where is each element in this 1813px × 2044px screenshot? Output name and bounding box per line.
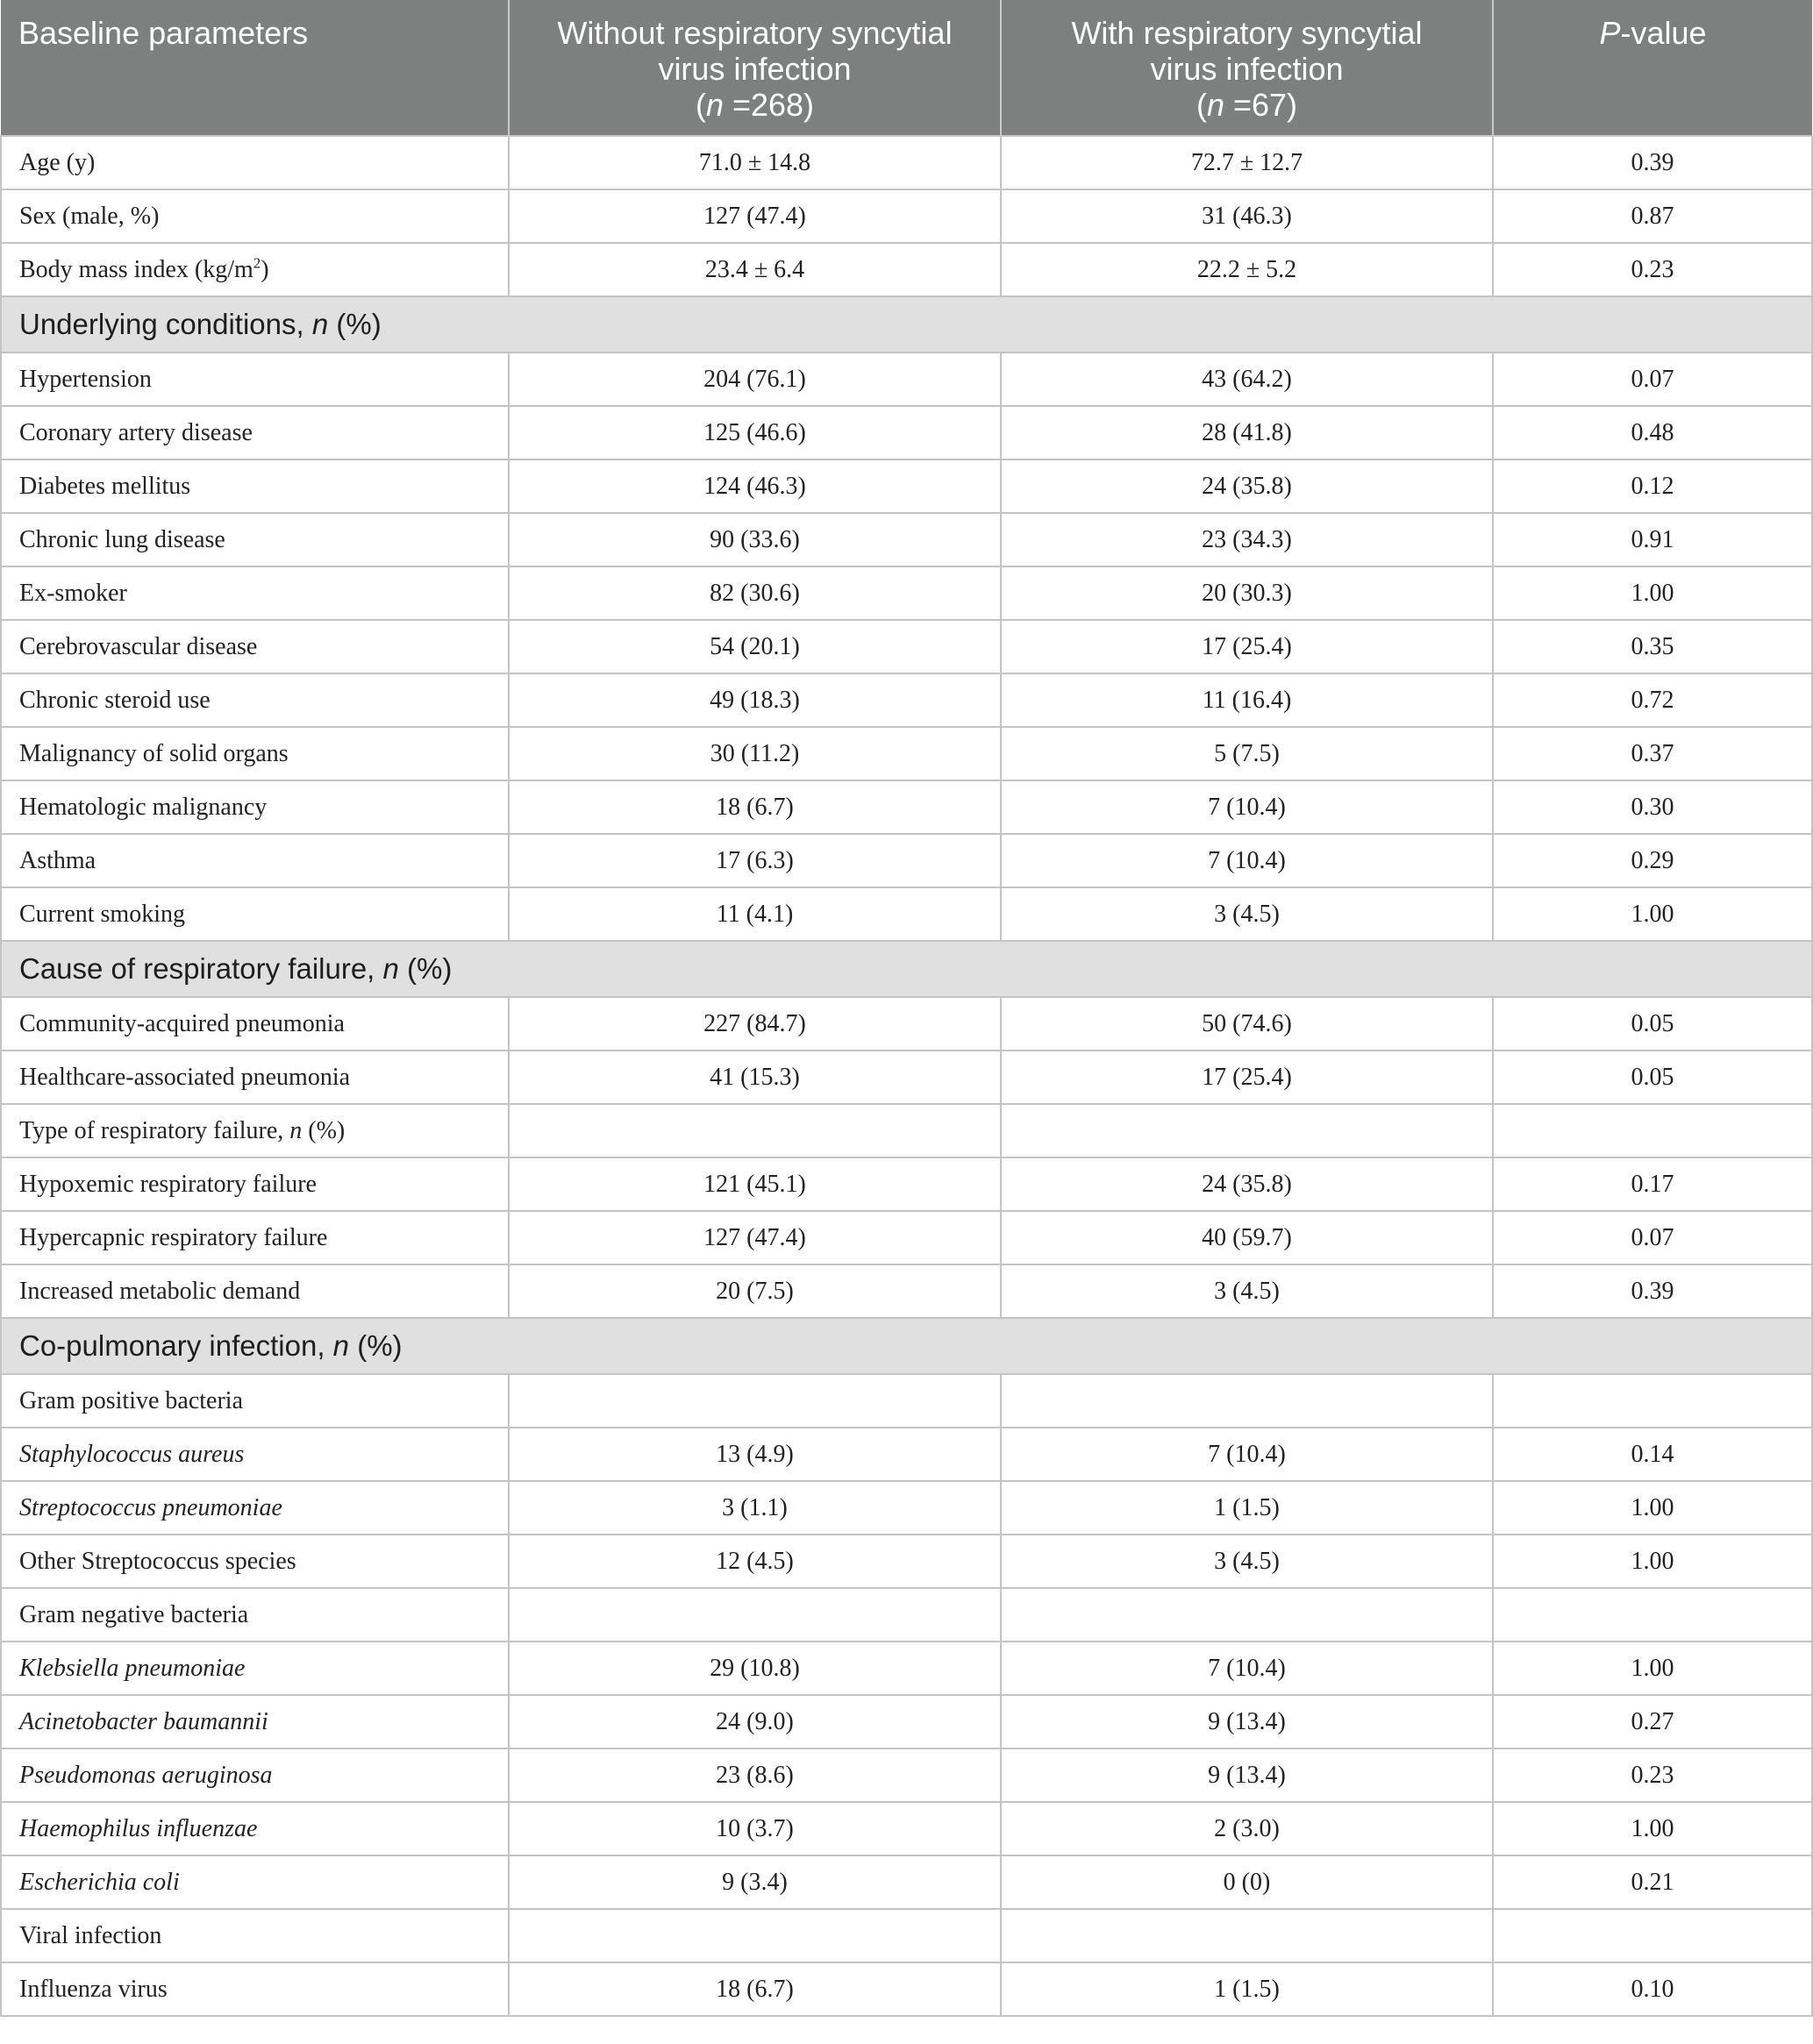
cell-without-rsv: 18 (6.7) (509, 1962, 1001, 2016)
cell-with-rsv: 72.7 ± 12.7 (1001, 136, 1493, 189)
cell-with-rsv: 3 (4.5) (1001, 1535, 1493, 1588)
cell-with-rsv: 11 (16.4) (1001, 673, 1493, 727)
table-row (1, 997, 1812, 1050)
cell-p-value: 0.91 (1493, 513, 1812, 566)
cell-with-rsv: 3 (4.5) (1001, 887, 1493, 941)
table-row (1, 1535, 1812, 1588)
cell-without-rsv: 9 (3.4) (509, 1855, 1001, 1909)
row-label: Cerebrovascular disease (1, 620, 509, 673)
cell-p-value: 0.23 (1493, 243, 1812, 296)
row-label: Chronic lung disease (1, 513, 509, 566)
table-row (1, 406, 1812, 459)
table-row (1, 189, 1812, 243)
cell-with-rsv: 24 (35.8) (1001, 1157, 1493, 1211)
cell-without-rsv: 90 (33.6) (509, 513, 1001, 566)
table-row (1, 1802, 1812, 1855)
header-p-value: P-value (1493, 0, 1812, 136)
table-row (1, 1428, 1812, 1481)
cell-without-rsv: 227 (84.7) (509, 997, 1001, 1050)
cell-p-value: 0.07 (1493, 1211, 1812, 1264)
row-label: Chronic steroid use (1, 673, 509, 727)
subgroup-row-type-of-respiratory-failure (1, 1104, 1812, 1157)
cell-without-rsv: 23 (8.6) (509, 1748, 1001, 1802)
cell-without-rsv: 20 (7.5) (509, 1264, 1001, 1318)
table-row (1, 1481, 1812, 1535)
row-label: Hematologic malignancy (1, 780, 509, 834)
cell-p-value: 0.30 (1493, 780, 1812, 834)
subgroup-label: Type of respiratory failure, n (%) (1, 1104, 509, 1157)
cell-p-value: 1.00 (1493, 1481, 1812, 1535)
row-label: Diabetes mellitus (1, 459, 509, 513)
section-header-underlying-conditions: Underlying conditions, n (%) (1, 296, 1812, 353)
row-label: Current smoking (1, 887, 509, 941)
cell-with-rsv: 17 (25.4) (1001, 1050, 1493, 1104)
cell-p-value: 0.72 (1493, 673, 1812, 727)
cell-with-rsv: 7 (10.4) (1001, 834, 1493, 887)
cell-without-rsv: 127 (47.4) (509, 189, 1001, 243)
table-row (1, 353, 1812, 406)
table-row (1, 1962, 1812, 2016)
cell-p-value: 0.37 (1493, 727, 1812, 780)
cell-with-rsv: 3 (4.5) (1001, 1264, 1493, 1318)
table-header-row (1, 0, 1812, 136)
cell-with-rsv: 31 (46.3) (1001, 189, 1493, 243)
table-row (1, 727, 1812, 780)
row-label: Staphylococcus aureus (1, 1428, 509, 1481)
row-label: Streptococcus pneumoniae (1, 1481, 509, 1535)
table-row (1, 1211, 1812, 1264)
table-row (1, 1695, 1812, 1748)
cell-with-rsv: 43 (64.2) (1001, 353, 1493, 406)
cell-p-value: 0.17 (1493, 1157, 1812, 1211)
cell-p-value: 1.00 (1493, 1535, 1812, 1588)
table-row (1, 1050, 1812, 1104)
row-label: Increased metabolic demand (1, 1264, 509, 1318)
subgroup-label: Viral infection (1, 1909, 509, 1962)
table-row (1, 136, 1812, 189)
table-row (1, 566, 1812, 620)
cell-without-rsv: 204 (76.1) (509, 353, 1001, 406)
cell-p-value: 0.87 (1493, 189, 1812, 243)
cell-p-value: 0.10 (1493, 1962, 1812, 2016)
cell-with-rsv: 2 (3.0) (1001, 1802, 1493, 1855)
cell-without-rsv: 11 (4.1) (509, 887, 1001, 941)
cell-without-rsv: 71.0 ± 14.8 (509, 136, 1001, 189)
cell-p-value: 0.14 (1493, 1428, 1812, 1481)
cell-with-rsv: 17 (25.4) (1001, 620, 1493, 673)
cell-p-value: 1.00 (1493, 566, 1812, 620)
table-row (1, 1642, 1812, 1695)
row-label: Asthma (1, 834, 509, 887)
row-label: Hypercapnic respiratory failure (1, 1211, 509, 1264)
cell-without-rsv: 127 (47.4) (509, 1211, 1001, 1264)
header-with-rsv: With respiratory syncytial virus infection (n =67) (1001, 0, 1493, 136)
row-label: Ex-smoker (1, 566, 509, 620)
table-row (1, 834, 1812, 887)
row-label: Escherichia coli (1, 1855, 509, 1909)
cell-without-rsv: 82 (30.6) (509, 566, 1001, 620)
row-label: Acinetobacter baumannii (1, 1695, 509, 1748)
cell-without-rsv: 124 (46.3) (509, 459, 1001, 513)
row-label: Hypertension (1, 353, 509, 406)
table-row (1, 459, 1812, 513)
cell-with-rsv: 9 (13.4) (1001, 1695, 1493, 1748)
row-label: Pseudomonas aeruginosa (1, 1748, 509, 1802)
cell-without-rsv: 17 (6.3) (509, 834, 1001, 887)
cell-without-rsv: 3 (1.1) (509, 1481, 1001, 1535)
cell-p-value: 1.00 (1493, 1642, 1812, 1695)
cell-p-value: 0.27 (1493, 1695, 1812, 1748)
cell-without-rsv: 49 (18.3) (509, 673, 1001, 727)
cell-without-rsv: 23.4 ± 6.4 (509, 243, 1001, 296)
cell-with-rsv: 9 (13.4) (1001, 1748, 1493, 1802)
cell-p-value: 0.05 (1493, 997, 1812, 1050)
section-header-co-pulmonary-infection: Co-pulmonary infection, n (%) (1, 1318, 1812, 1374)
table-row (1, 673, 1812, 727)
cell-without-rsv: 121 (45.1) (509, 1157, 1001, 1211)
row-label: Klebsiella pneumoniae (1, 1642, 509, 1695)
cell-p-value: 0.35 (1493, 620, 1812, 673)
cell-without-rsv: 18 (6.7) (509, 780, 1001, 834)
row-label: Sex (male, %) (1, 189, 509, 243)
subgroup-row-gram-positive (1, 1374, 1812, 1428)
table-row (1, 887, 1812, 941)
cell-with-rsv: 5 (7.5) (1001, 727, 1493, 780)
subgroup-label: Gram positive bacteria (1, 1374, 509, 1428)
section-header-cause-of-respiratory-failure: Cause of respiratory failure, n (%) (1, 941, 1812, 997)
row-label: Malignancy of solid organs (1, 727, 509, 780)
cell-without-rsv: 30 (11.2) (509, 727, 1001, 780)
cell-without-rsv: 29 (10.8) (509, 1642, 1001, 1695)
cell-with-rsv: 22.2 ± 5.2 (1001, 243, 1493, 296)
cell-with-rsv: 20 (30.3) (1001, 566, 1493, 620)
row-label: Other Streptococcus species (1, 1535, 509, 1588)
cell-with-rsv: 0 (0) (1001, 1855, 1493, 1909)
cell-with-rsv: 1 (1.5) (1001, 1962, 1493, 2016)
row-label: Body mass index $(kg/m^2)$ (1, 243, 509, 296)
cell-with-rsv: 7 (10.4) (1001, 780, 1493, 834)
cell-with-rsv: 50 (74.6) (1001, 997, 1493, 1050)
subgroup-label: Gram negative bacteria (1, 1588, 509, 1642)
cell-with-rsv: 40 (59.7) (1001, 1211, 1493, 1264)
header-baseline-parameters: Baseline parameters (1, 0, 509, 136)
cell-p-value: 0.39 (1493, 1264, 1812, 1318)
table-row (1, 1264, 1812, 1318)
subgroup-row-gram-negative (1, 1588, 1812, 1642)
table-row (1, 243, 1812, 296)
cell-with-rsv: 7 (10.4) (1001, 1428, 1493, 1481)
subgroup-row-viral-infection (1, 1909, 1812, 1962)
row-label: Haemophilus influenzae (1, 1802, 509, 1855)
cell-p-value: 0.39 (1493, 136, 1812, 189)
row-label: Hypoxemic respiratory failure (1, 1157, 509, 1211)
cell-p-value: 0.29 (1493, 834, 1812, 887)
cell-without-rsv: 13 (4.9) (509, 1428, 1001, 1481)
cell-p-value: 1.00 (1493, 887, 1812, 941)
cell-p-value: 0.05 (1493, 1050, 1812, 1104)
cell-without-rsv: 54 (20.1) (509, 620, 1001, 673)
cell-with-rsv: 28 (41.8) (1001, 406, 1493, 459)
table-row (1, 780, 1812, 834)
cell-without-rsv: 10 (3.7) (509, 1802, 1001, 1855)
row-label: Healthcare-associated pneumonia (1, 1050, 509, 1104)
cell-without-rsv: 125 (46.6) (509, 406, 1001, 459)
cell-p-value: 0.23 (1493, 1748, 1812, 1802)
table-row (1, 513, 1812, 566)
cell-p-value: 0.12 (1493, 459, 1812, 513)
cell-without-rsv: 12 (4.5) (509, 1535, 1001, 1588)
table-row (1, 1855, 1812, 1909)
row-label: Age (y) (1, 136, 509, 189)
table-row (1, 1157, 1812, 1211)
cell-p-value: 0.48 (1493, 406, 1812, 459)
cell-with-rsv: 1 (1.5) (1001, 1481, 1493, 1535)
cell-p-value: 1.00 (1493, 1802, 1812, 1855)
table-row (1, 620, 1812, 673)
cell-without-rsv: 24 (9.0) (509, 1695, 1001, 1748)
cell-p-value: 0.21 (1493, 1855, 1812, 1909)
header-without-rsv: Without respiratory syncytial virus infection (n =268) (509, 0, 1001, 136)
row-label: Coronary artery disease (1, 406, 509, 459)
row-label: Influenza virus (1, 1962, 509, 2016)
table-row (1, 1748, 1812, 1802)
cell-with-rsv: 24 (35.8) (1001, 459, 1493, 513)
cell-with-rsv: 23 (34.3) (1001, 513, 1493, 566)
cell-p-value: 0.07 (1493, 353, 1812, 406)
cell-with-rsv: 7 (10.4) (1001, 1642, 1493, 1695)
cell-without-rsv: 41 (15.3) (509, 1050, 1001, 1104)
row-label: Community-acquired pneumonia (1, 997, 509, 1050)
